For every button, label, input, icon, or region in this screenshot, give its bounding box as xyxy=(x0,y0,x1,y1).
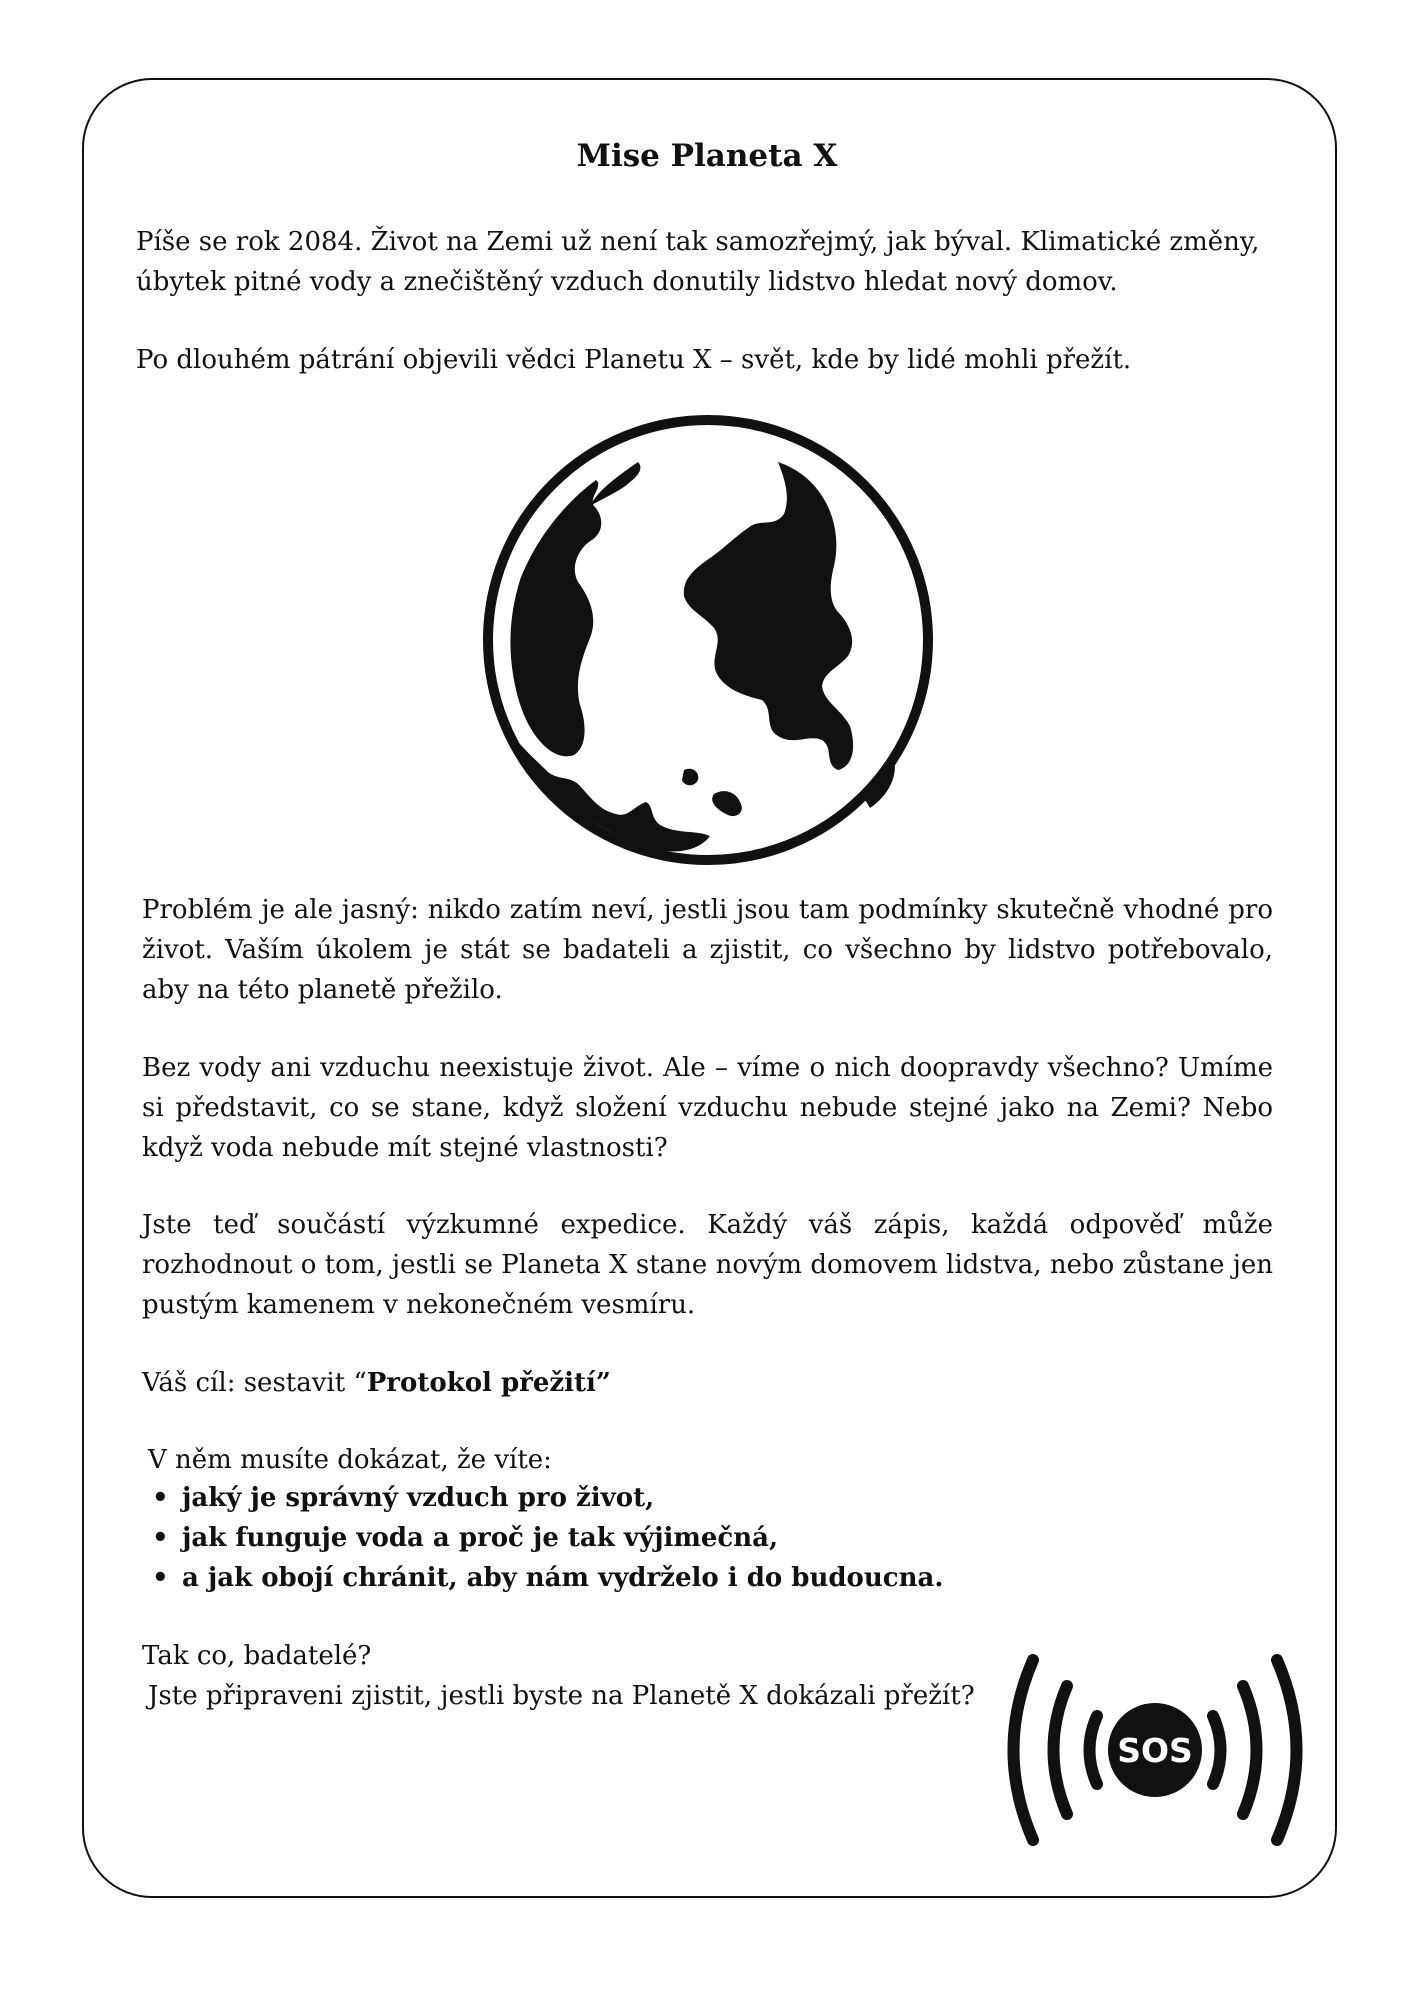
expedition-paragraph: Jste teď součástí výzkumné expedice. Každý váš zápis, každá odpověď může rozhodnout o tom, jestli se Planeta X stane novým domovem lidstva, nebo zůstane jen pustým kamenem v nekonečném vesmíru. xyxy=(142,1210,1273,1320)
list-item: • jak funguje voda a proč je tak výjimečná, xyxy=(152,1518,943,1558)
intro-paragraph xyxy=(136,222,1259,302)
list-intro: V něm musíte dokázat, že víte: xyxy=(148,1445,552,1475)
goal-highlight: Protokol přežití” xyxy=(366,1368,611,1398)
sos-signal-icon xyxy=(1005,1650,1305,1850)
list-item: • jaký je správný vzduch pro život, xyxy=(152,1478,943,1518)
page-title: Mise Planeta X xyxy=(576,138,838,174)
closing-line-2: Jste připraveni zjistit, jestli byste na Planetě X dokázali přežít? xyxy=(148,1681,975,1711)
closing-line-1: Tak co, badatelé? xyxy=(142,1641,372,1671)
closing-paragraph xyxy=(142,1636,975,1716)
goal-paragraph xyxy=(142,1363,611,1403)
list-item: • a jak obojí chránit, aby nám vydrželo i do budoucna. xyxy=(152,1558,943,1598)
discovery-paragraph: Po dlouhém pátrání objevili vědci Planetu X – svět, kde by lidé mohli přežít. xyxy=(136,345,1132,375)
intro-line-2: úbytek pitné vody a znečištěný vzduch donutily lidstvo hledat nový domov. xyxy=(136,267,1118,297)
intro-line-1: Píše se rok 2084. Život na Zemi už není tak samozřejmý, jak býval. Klimatické změny, xyxy=(136,227,1260,257)
planet-icon xyxy=(478,410,938,870)
requirements-list xyxy=(152,1478,943,1598)
sos-label: SOS xyxy=(1117,1731,1193,1770)
goal-prefix: Váš cíl: sestavit “ xyxy=(142,1368,367,1398)
questions-paragraph: Bez vody ani vzduchu neexistuje život. Ale – víme o nich doopravdy všechno? Umíme si představit, co se stane, když složení vzduchu nebude stejné jako na Zemi? Nebo když voda nebude mít stejné vlastnosti? xyxy=(142,1053,1273,1163)
problem-paragraph: Problém je ale jasný: nikdo zatím neví, jestli jsou tam podmínky skutečně vhodné pro život. Vaším úkolem je stát se badateli a zjistit, co všechno by lidstvo potřebovalo, aby na této planetě přežilo. xyxy=(142,895,1273,1005)
